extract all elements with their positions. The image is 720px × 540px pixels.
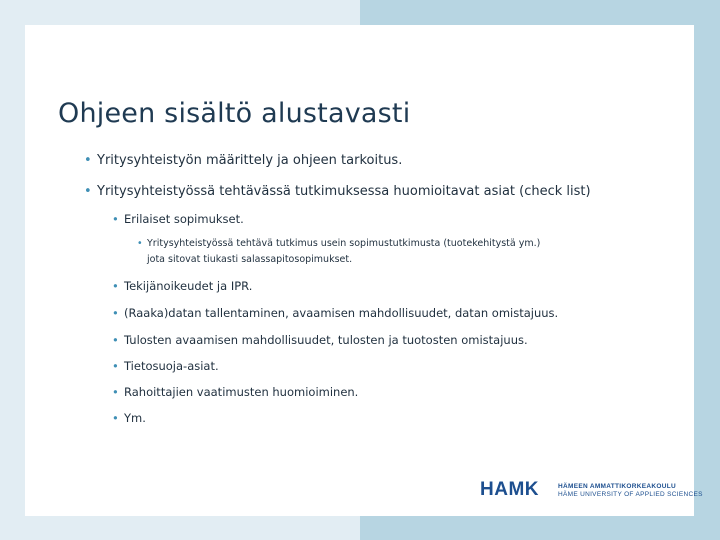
bullet-dot: • xyxy=(112,306,119,320)
hamk-logo xyxy=(480,479,703,500)
list-item: Ym. xyxy=(124,411,146,425)
bullet-dot: • xyxy=(112,333,119,347)
bullet-dot: • xyxy=(112,359,119,373)
list-item-continuation: jota sitovat tiukasti salassapitosopimukset. xyxy=(147,254,353,265)
list-item: Yritysyhteistyön määrittely ja ohjeen tarkoitus. xyxy=(97,153,403,168)
list-item: Yritysyhteistyössä tehtävä tutkimus usein sopimustutkimusta (tuotekehitystä ym.) xyxy=(147,238,541,249)
bullet-dot: • xyxy=(112,411,119,425)
list-item: (Raaka)datan tallentaminen, avaamisen mahdollisuudet, datan omistajuus. xyxy=(124,306,559,320)
bullet-dot: • xyxy=(137,238,143,249)
bullet-dot: • xyxy=(112,212,119,226)
logo-mark: HAMK xyxy=(480,479,539,500)
bullet-dot: • xyxy=(112,279,119,293)
list-item: Erilaiset sopimukset. xyxy=(124,212,244,226)
list-item: Yritysyhteistyössä tehtävässä tutkimuksessa huomioitavat asiat (check list) xyxy=(97,184,591,199)
list-item: Tulosten avaamisen mahdollisuudet, tulosten ja tuotosten omistajuus. xyxy=(124,333,528,347)
list-item: Tekijänoikeudet ja IPR. xyxy=(124,279,253,293)
bullet-dot: • xyxy=(84,153,92,168)
logo-line-en: HÄME UNIVERSITY OF APPLIED SCIENCES xyxy=(558,491,703,498)
slide-title: Ohjeen sisältö alustavasti xyxy=(58,98,411,129)
bullet-dot: • xyxy=(84,184,92,199)
list-item: Tietosuoja-asiat. xyxy=(124,359,219,373)
logo-line-fi: HÄMEEN AMMATTIKORKEAKOULU xyxy=(558,483,676,490)
slide xyxy=(25,25,703,516)
list-item: Rahoittajien vaatimusten huomioiminen. xyxy=(124,385,359,399)
bullet-dot: • xyxy=(112,385,119,399)
